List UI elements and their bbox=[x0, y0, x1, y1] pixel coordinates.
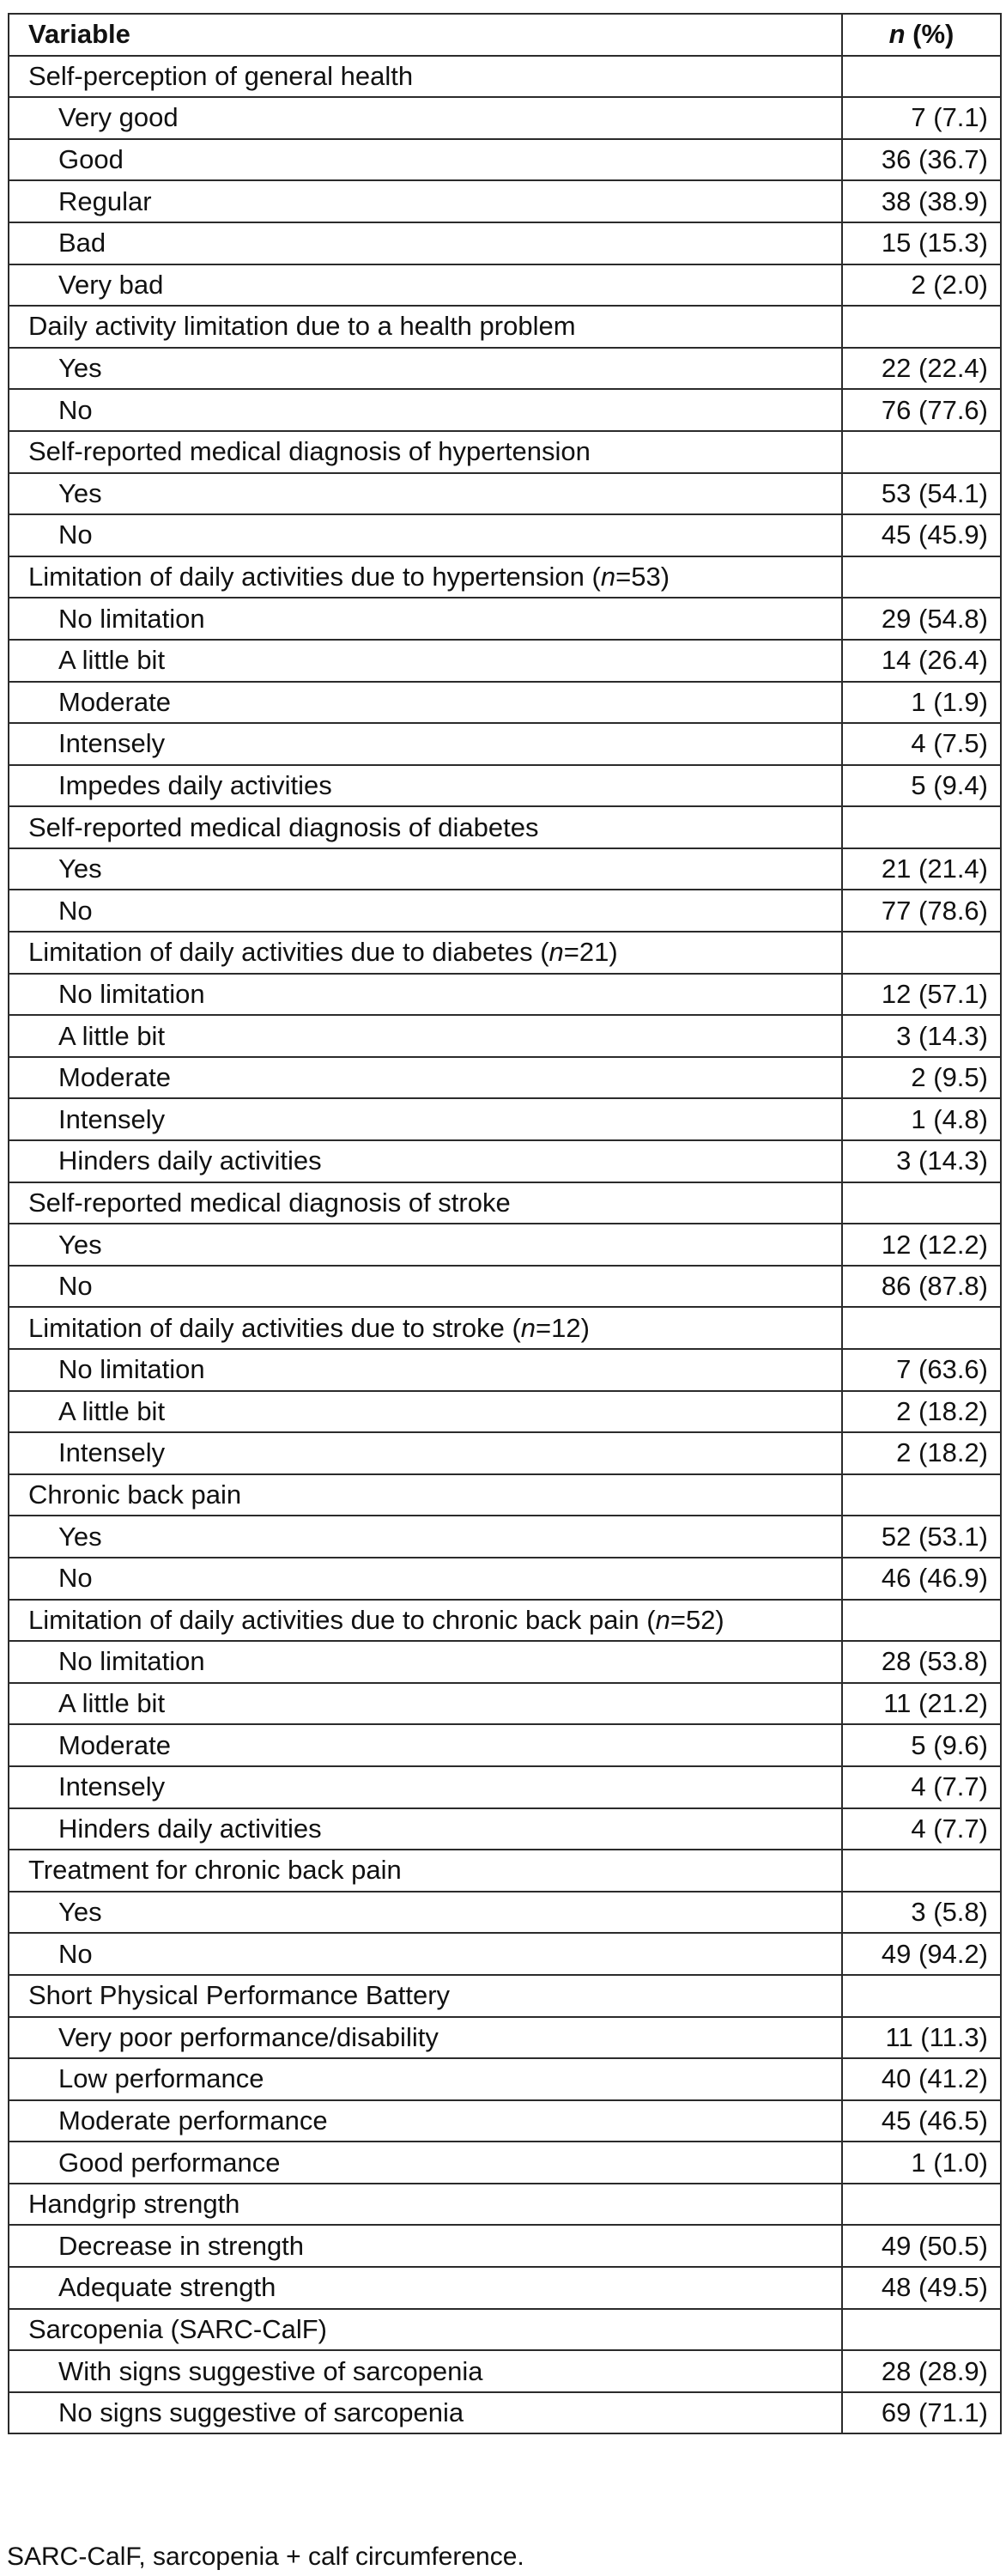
group-title-text: Short Physical Performance Battery bbox=[28, 1980, 451, 2011]
count-percent-value: 28 (53.8) bbox=[842, 1641, 1001, 1683]
group-header-row bbox=[9, 2309, 1001, 2351]
category-label: A little bit bbox=[9, 1683, 842, 1725]
group-header-row bbox=[9, 431, 1001, 473]
group-title-text: Chronic back pain bbox=[28, 1479, 242, 1510]
group-title-text: Sarcopenia (SARC-CalF) bbox=[28, 2313, 327, 2344]
group-value-empty bbox=[842, 1600, 1001, 1642]
count-percent-value: 45 (46.5) bbox=[842, 2100, 1001, 2142]
group-header-row bbox=[9, 1600, 1001, 1642]
group-title bbox=[9, 1182, 842, 1224]
group-title bbox=[9, 2184, 842, 2226]
count-percent-value: 11 (21.2) bbox=[842, 1683, 1001, 1725]
category-label: No signs suggestive of sarcopenia bbox=[9, 2392, 842, 2434]
group-header-row bbox=[9, 806, 1001, 848]
category-label: Bad bbox=[9, 222, 842, 264]
group-title bbox=[9, 1975, 842, 2017]
count-percent-value: 12 (57.1) bbox=[842, 974, 1001, 1016]
count-percent-value: 52 (53.1) bbox=[842, 1516, 1001, 1558]
table-row bbox=[9, 1432, 1001, 1474]
table-row bbox=[9, 1641, 1001, 1683]
variable-column-header: Variable bbox=[9, 14, 842, 56]
table-row bbox=[9, 2392, 1001, 2434]
category-label: Impedes daily activities bbox=[9, 765, 842, 807]
count-percent-value: 29 (54.8) bbox=[842, 598, 1001, 640]
count-percent-value: 11 (11.3) bbox=[842, 2017, 1001, 2059]
count-percent-value: 5 (9.4) bbox=[842, 765, 1001, 807]
count-percent-value: 45 (45.9) bbox=[842, 514, 1001, 556]
group-title-text: Self-reported medical diagnosis of stroke bbox=[28, 1187, 511, 1218]
group-title bbox=[9, 1600, 842, 1642]
table-row bbox=[9, 348, 1001, 390]
count-percent-value: 4 (7.5) bbox=[842, 723, 1001, 765]
category-label: Low performance bbox=[9, 2058, 842, 2100]
group-subsample-open: ( bbox=[504, 1312, 521, 1343]
group-title-text: Treatment for chronic back pain bbox=[28, 1855, 402, 1886]
table-row bbox=[9, 598, 1001, 640]
category-label: Yes bbox=[9, 473, 842, 515]
category-label: Yes bbox=[9, 1892, 842, 1934]
category-label: A little bit bbox=[9, 1391, 842, 1433]
count-percent-value: 77 (78.6) bbox=[842, 890, 1001, 932]
n-percent-column-header bbox=[842, 14, 1001, 56]
group-subsample-size: =21) bbox=[563, 937, 618, 968]
group-title bbox=[9, 1307, 842, 1349]
count-percent-value: 53 (54.1) bbox=[842, 473, 1001, 515]
table-row bbox=[9, 2267, 1001, 2309]
table-row bbox=[9, 765, 1001, 807]
table-row bbox=[9, 890, 1001, 932]
category-label: No limitation bbox=[9, 1349, 842, 1391]
group-value-empty bbox=[842, 932, 1001, 974]
group-title bbox=[9, 1474, 842, 1516]
group-title bbox=[9, 56, 842, 98]
count-percent-value: 49 (94.2) bbox=[842, 1933, 1001, 1975]
group-title-text: Self-reported medical diagnosis of hypertension bbox=[28, 436, 591, 467]
count-percent-value: 69 (71.1) bbox=[842, 2392, 1001, 2434]
table-row bbox=[9, 1933, 1001, 1975]
category-label: No limitation bbox=[9, 974, 842, 1016]
group-value-empty bbox=[842, 431, 1001, 473]
group-value-empty bbox=[842, 2309, 1001, 2351]
category-label: Yes bbox=[9, 1224, 842, 1266]
table-row bbox=[9, 1516, 1001, 1558]
table-row bbox=[9, 2350, 1001, 2392]
category-label: Intensely bbox=[9, 1432, 842, 1474]
category-label: Regular bbox=[9, 180, 842, 222]
category-label: Yes bbox=[9, 848, 842, 890]
group-title bbox=[9, 932, 842, 974]
count-percent-value: 86 (87.8) bbox=[842, 1266, 1001, 1308]
group-value-empty bbox=[842, 1474, 1001, 1516]
count-percent-value: 46 (46.9) bbox=[842, 1558, 1001, 1600]
table-row bbox=[9, 1266, 1001, 1308]
category-label: Yes bbox=[9, 1516, 842, 1558]
health-characteristics-table bbox=[8, 13, 1002, 2434]
category-label: Hinders daily activities bbox=[9, 1140, 842, 1182]
table-row bbox=[9, 1098, 1001, 1140]
table-row bbox=[9, 1683, 1001, 1725]
group-title-text: Limitation of daily activities due to stroke bbox=[28, 1312, 505, 1343]
table-row bbox=[9, 1558, 1001, 1600]
table-row bbox=[9, 1140, 1001, 1182]
header-row bbox=[9, 14, 1001, 56]
category-label: No bbox=[9, 890, 842, 932]
category-label: Moderate performance bbox=[9, 2100, 842, 2142]
table-row bbox=[9, 2100, 1001, 2142]
group-subsample-n: n bbox=[548, 937, 564, 968]
category-label: Good bbox=[9, 139, 842, 181]
group-header-row bbox=[9, 306, 1001, 348]
count-percent-value: 38 (38.9) bbox=[842, 180, 1001, 222]
category-label: No bbox=[9, 1558, 842, 1600]
table-row bbox=[9, 2142, 1001, 2184]
group-value-empty bbox=[842, 56, 1001, 98]
group-title-text: Self-perception of general health bbox=[28, 60, 414, 91]
table-row bbox=[9, 723, 1001, 765]
table-row bbox=[9, 1057, 1001, 1099]
table-row bbox=[9, 1892, 1001, 1934]
group-subsample-size: =52) bbox=[670, 1604, 724, 1635]
group-value-empty bbox=[842, 1975, 1001, 2017]
group-subsample-size: =12) bbox=[536, 1312, 590, 1343]
category-label: Moderate bbox=[9, 682, 842, 724]
category-label: A little bit bbox=[9, 1015, 842, 1057]
category-label: Very poor performance/disability bbox=[9, 2017, 842, 2059]
count-percent-value: 14 (26.4) bbox=[842, 640, 1001, 682]
category-label: No bbox=[9, 514, 842, 556]
group-header-row bbox=[9, 556, 1001, 598]
category-label: Moderate bbox=[9, 1057, 842, 1099]
count-percent-value: 21 (21.4) bbox=[842, 848, 1001, 890]
group-header-row bbox=[9, 2184, 1001, 2226]
table-row bbox=[9, 1808, 1001, 1850]
category-label: Adequate strength bbox=[9, 2267, 842, 2309]
group-title-text: Limitation of daily activities due to diabetes bbox=[28, 937, 533, 968]
category-label: Good performance bbox=[9, 2142, 842, 2184]
group-title bbox=[9, 306, 842, 348]
group-subsample-open: ( bbox=[532, 937, 549, 968]
count-percent-value: 12 (12.2) bbox=[842, 1224, 1001, 1266]
count-percent-value: 40 (41.2) bbox=[842, 2058, 1001, 2100]
table-row bbox=[9, 1766, 1001, 1808]
table-row bbox=[9, 1391, 1001, 1433]
group-header-row bbox=[9, 1182, 1001, 1224]
category-label: Very bad bbox=[9, 264, 842, 307]
n-symbol: n bbox=[888, 19, 906, 50]
count-percent-value: 4 (7.7) bbox=[842, 1808, 1001, 1850]
category-label: Very good bbox=[9, 97, 842, 139]
category-label: No limitation bbox=[9, 598, 842, 640]
count-percent-value: 15 (15.3) bbox=[842, 222, 1001, 264]
count-percent-value: 2 (2.0) bbox=[842, 264, 1001, 307]
count-percent-value: 76 (77.6) bbox=[842, 389, 1001, 431]
table-row bbox=[9, 682, 1001, 724]
group-title-text: Handgrip strength bbox=[28, 2189, 240, 2220]
category-label: No limitation bbox=[9, 1641, 842, 1683]
group-subsample-open: ( bbox=[639, 1604, 656, 1635]
group-value-empty bbox=[842, 306, 1001, 348]
count-percent-value: 2 (9.5) bbox=[842, 1057, 1001, 1099]
group-subsample-open: ( bbox=[584, 562, 601, 592]
category-label: Intensely bbox=[9, 723, 842, 765]
group-title-text: Limitation of daily activities due to chronic back pain bbox=[28, 1604, 639, 1635]
group-subsample-n: n bbox=[600, 562, 616, 592]
table-row bbox=[9, 514, 1001, 556]
count-percent-value: 4 (7.7) bbox=[842, 1766, 1001, 1808]
category-label: Intensely bbox=[9, 1098, 842, 1140]
table-row bbox=[9, 389, 1001, 431]
table-row bbox=[9, 139, 1001, 181]
group-value-empty bbox=[842, 806, 1001, 848]
group-subsample-n: n bbox=[655, 1604, 670, 1635]
count-percent-value: 28 (28.9) bbox=[842, 2350, 1001, 2392]
group-title bbox=[9, 2309, 842, 2351]
table-row bbox=[9, 2017, 1001, 2059]
category-label: No bbox=[9, 1933, 842, 1975]
category-label: Yes bbox=[9, 348, 842, 390]
count-percent-value: 5 (9.6) bbox=[842, 1724, 1001, 1766]
count-percent-value: 48 (49.5) bbox=[842, 2267, 1001, 2309]
count-percent-value: 49 (50.5) bbox=[842, 2225, 1001, 2267]
count-percent-value: 1 (1.9) bbox=[842, 682, 1001, 724]
table-row bbox=[9, 1349, 1001, 1391]
group-value-empty bbox=[842, 1182, 1001, 1224]
category-label: Decrease in strength bbox=[9, 2225, 842, 2267]
group-title-text: Self-reported medical diagnosis of diabetes bbox=[28, 811, 539, 842]
table-row bbox=[9, 2225, 1001, 2267]
count-percent-value: 3 (5.8) bbox=[842, 1892, 1001, 1934]
count-percent-value: 1 (1.0) bbox=[842, 2142, 1001, 2184]
group-header-row bbox=[9, 1307, 1001, 1349]
group-value-empty bbox=[842, 1850, 1001, 1892]
group-header-row bbox=[9, 1975, 1001, 2017]
group-title bbox=[9, 1850, 842, 1892]
count-percent-value: 36 (36.7) bbox=[842, 139, 1001, 181]
table-row bbox=[9, 264, 1001, 307]
category-label: A little bit bbox=[9, 640, 842, 682]
group-subsample-n: n bbox=[520, 1312, 536, 1343]
category-label: Moderate bbox=[9, 1724, 842, 1766]
table-row bbox=[9, 1224, 1001, 1266]
category-label: With signs suggestive of sarcopenia bbox=[9, 2350, 842, 2392]
table-footnote: SARC-CalF, sarcopenia + calf circumference. bbox=[7, 2543, 524, 2571]
group-header-row bbox=[9, 1850, 1001, 1892]
category-label: Intensely bbox=[9, 1766, 842, 1808]
percent-label: (%) bbox=[905, 19, 954, 50]
group-title-text: Daily activity limitation due to a health problem bbox=[28, 311, 576, 342]
table-row bbox=[9, 2058, 1001, 2100]
table-row bbox=[9, 1015, 1001, 1057]
group-value-empty bbox=[842, 556, 1001, 598]
count-percent-value: 2 (18.2) bbox=[842, 1432, 1001, 1474]
count-percent-value: 22 (22.4) bbox=[842, 348, 1001, 390]
count-percent-value: 7 (7.1) bbox=[842, 97, 1001, 139]
count-percent-value: 3 (14.3) bbox=[842, 1015, 1001, 1057]
category-label: No bbox=[9, 1266, 842, 1308]
count-percent-value: 3 (14.3) bbox=[842, 1140, 1001, 1182]
group-subsample-size: =53) bbox=[615, 562, 670, 592]
count-percent-value: 1 (4.8) bbox=[842, 1098, 1001, 1140]
table-row bbox=[9, 473, 1001, 515]
group-title bbox=[9, 556, 842, 598]
group-title-text: Limitation of daily activities due to hypertension bbox=[28, 562, 585, 592]
group-header-row bbox=[9, 932, 1001, 974]
table-row bbox=[9, 180, 1001, 222]
group-value-empty bbox=[842, 1307, 1001, 1349]
table-row bbox=[9, 848, 1001, 890]
table-row bbox=[9, 1724, 1001, 1766]
group-header-row bbox=[9, 1474, 1001, 1516]
count-percent-value: 2 (18.2) bbox=[842, 1391, 1001, 1433]
table-row bbox=[9, 97, 1001, 139]
table-row bbox=[9, 222, 1001, 264]
group-header-row bbox=[9, 56, 1001, 98]
count-percent-value: 7 (63.6) bbox=[842, 1349, 1001, 1391]
table-row bbox=[9, 640, 1001, 682]
group-title bbox=[9, 806, 842, 848]
table-row bbox=[9, 974, 1001, 1016]
group-value-empty bbox=[842, 2184, 1001, 2226]
category-label: Hinders daily activities bbox=[9, 1808, 842, 1850]
category-label: No bbox=[9, 389, 842, 431]
group-title bbox=[9, 431, 842, 473]
table-body bbox=[9, 56, 1001, 2434]
